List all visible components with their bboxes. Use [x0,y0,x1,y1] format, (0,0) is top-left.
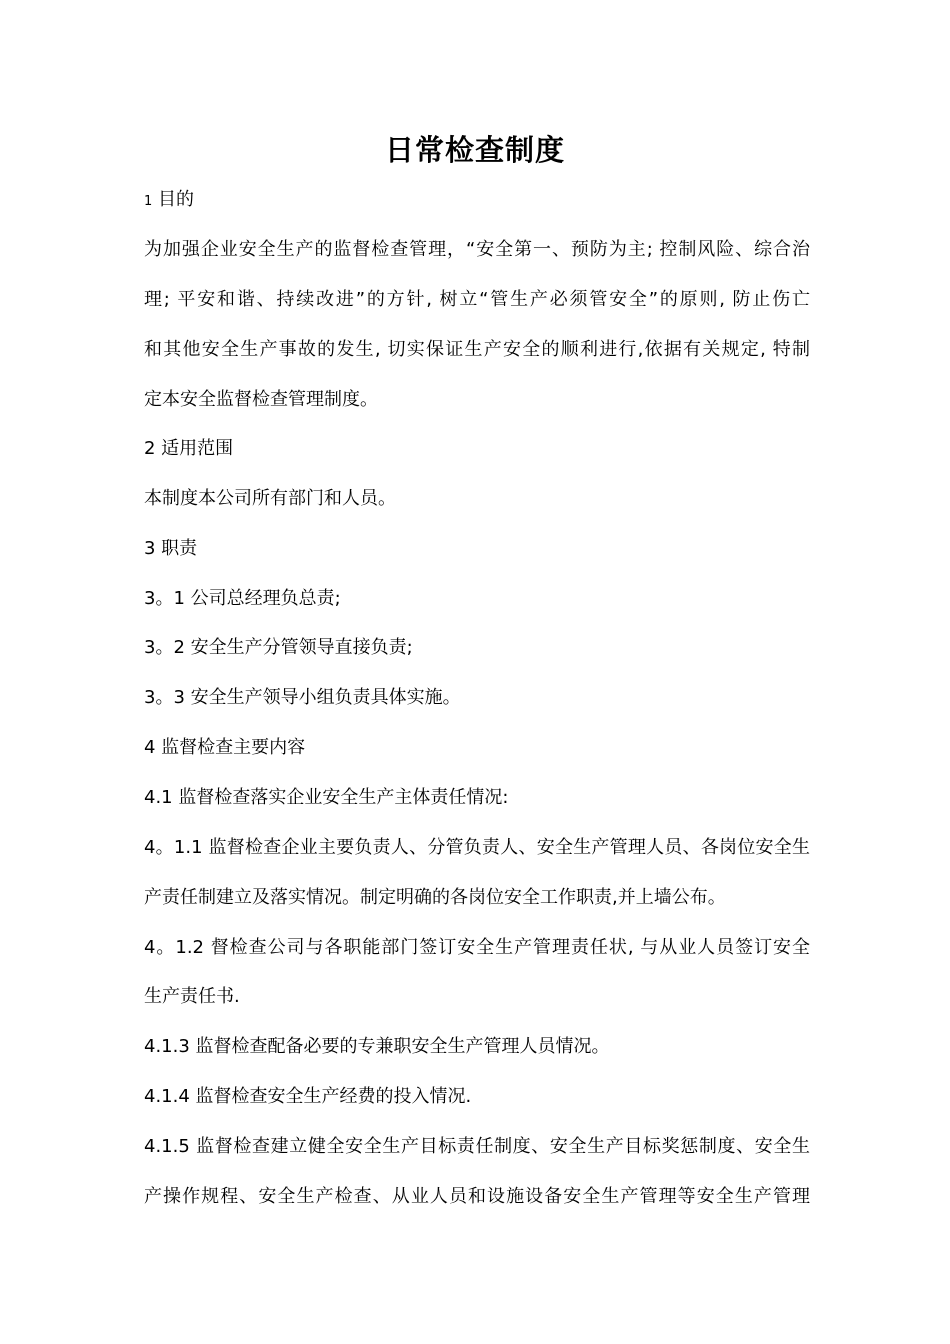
section-1-para-line: 为加强企业安全生产的监督检查管理，“安全第一、预防为主; 控制风险、综合治 [144,239,810,260]
section-3-item: 3。1 公司总经理负总责; [144,588,341,609]
section-1-heading [144,185,810,217]
section-4-1-2-line: 生产责任书. [144,986,240,1007]
section-2-para: 本制度本公司所有部门和人员。 [144,488,396,509]
section-4-1-heading: 4.1 监督检查落实企业安全生产主体责任情况: [144,787,509,808]
section-3-heading: 3 职责 [144,538,198,559]
section-1-title: 目的 [158,189,195,210]
section-4-1-4: 4.1.4 监督检查安全生产经费的投入情况. [144,1086,472,1107]
document-title: 日常检查制度 [384,133,565,167]
section-4-1-1-line: 4。1.1 监督检查企业主要负责人、分管负责人、安全生产管理人员、各岗位安全生 [144,837,810,858]
section-1-para-line: 和其他安全生产事故的发生, 切实保证生产安全的顺利进行,依据有关规定, 特制 [144,339,810,360]
section-4-1-3: 4.1.3 监督检查配备必要的专兼职安全生产管理人员情况。 [144,1036,610,1057]
section-1-para-line: 理; 平安和谐、持续改进”的方针, 树立“管生产必须管安全”的原则, 防止伤亡 [144,289,810,310]
section-3-item: 3。2 安全生产分管领导直接负责; [144,637,413,658]
section-4-heading: 4 监督检查主要内容 [144,737,306,758]
section-4-1-2-line: 4。1.2 督检查公司与各职能部门签订安全生产管理责任状, 与从业人员签订安全 [144,937,810,958]
section-3-item: 3。3 安全生产领导小组负责具体实施。 [144,687,461,708]
section-1-number: 1 [144,194,153,209]
section-4-1-5-line: 4.1.5 监督检查建立健全安全生产目标责任制度、安全生产目标奖惩制度、安全生 [144,1136,810,1157]
section-1-para-line: 定本安全监督检查管理制度。 [144,389,378,410]
section-4-1-5-line: 产操作规程、安全生产检查、从业人员和设施设备安全生产管理等安全生产管理 [144,1186,810,1207]
section-4-1-1-line: 产责任制建立及落实情况。制定明确的各岗位安全工作职责,并上墙公布。 [144,887,726,908]
section-2-heading: 2 适用范围 [144,438,234,459]
